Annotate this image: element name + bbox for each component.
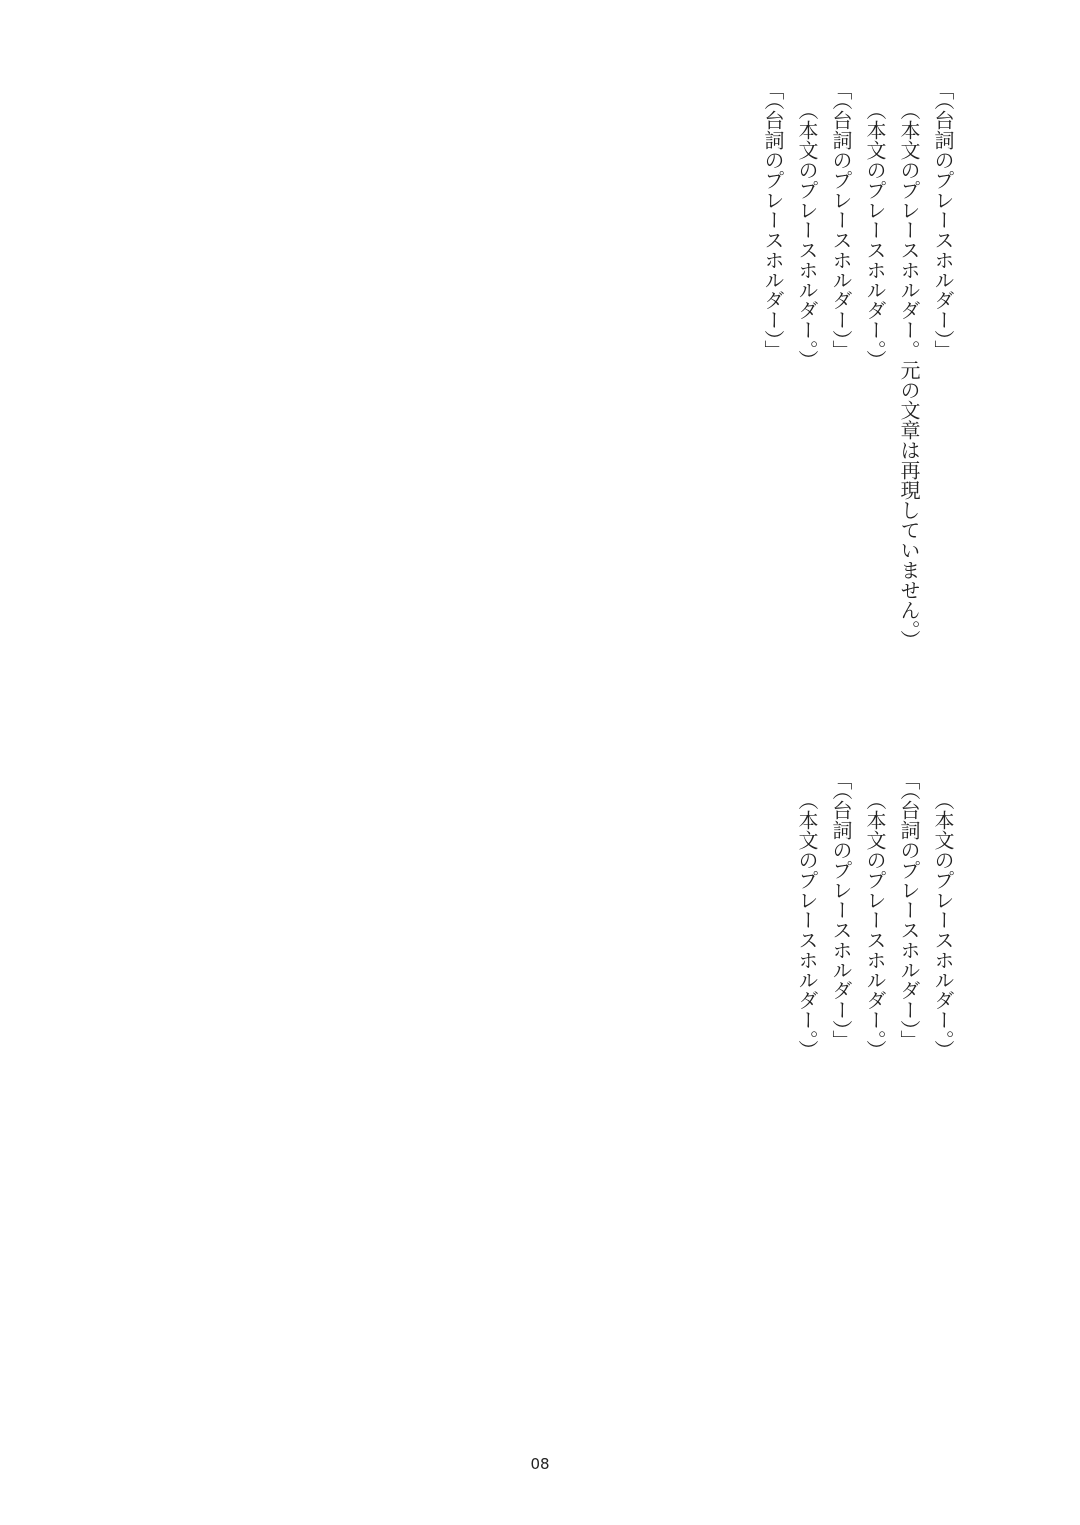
narration-paragraph: （本文のプレースホルダー。） <box>863 100 887 370</box>
dialog-line: 「（台詞のプレースホルダー）」 <box>829 770 853 1050</box>
narration-paragraph: （本文のプレースホルダー。） <box>931 790 955 1060</box>
narration-paragraph: （本文のプレースホルダー。） <box>795 100 819 370</box>
narration-paragraph: （本文のプレースホルダー。） <box>863 790 887 1060</box>
narration-paragraph: （本文のプレースホルダー。） <box>795 790 819 1060</box>
narration-paragraph: （本文のプレースホルダー。元の文章は再現していません。） <box>897 100 921 650</box>
dialog-line: 「（台詞のプレースホルダー）」 <box>761 80 785 360</box>
page-number: 08 <box>530 1455 550 1473</box>
dialog-line: 「（台詞のプレースホルダー）」 <box>897 770 921 1050</box>
dialog-line: 「（台詞のプレースホルダー）」 <box>931 80 955 360</box>
bottom-text-tier <box>120 770 960 1410</box>
top-text-tier <box>120 80 960 690</box>
dialog-line: 「（台詞のプレースホルダー）」 <box>829 80 853 360</box>
